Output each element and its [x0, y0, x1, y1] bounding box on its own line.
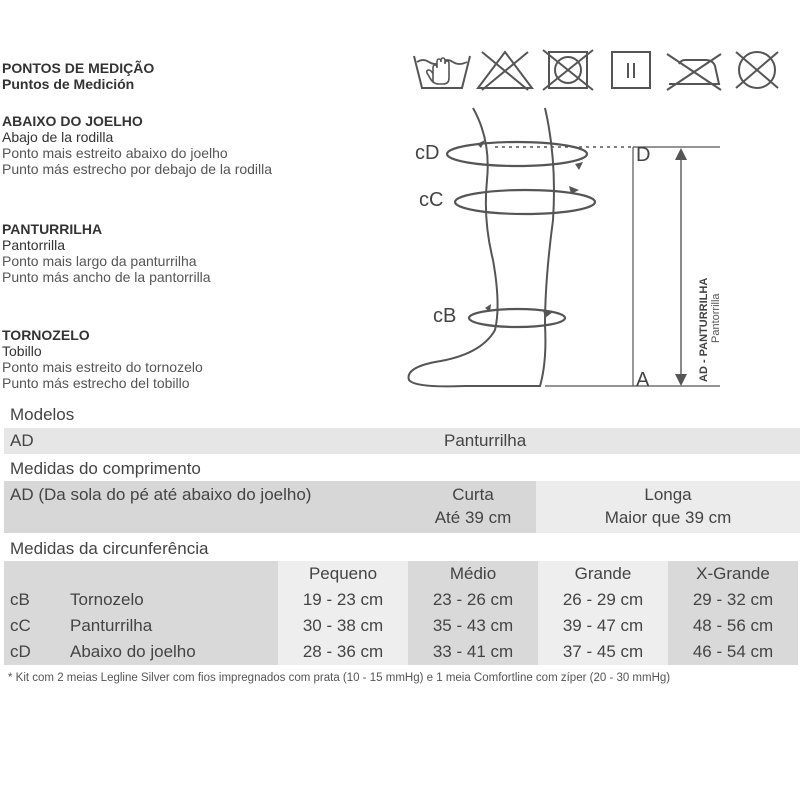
size-value: 48 - 56 cm [668, 613, 798, 639]
circumference-heading-row [4, 537, 800, 561]
section-below-knee [2, 113, 272, 177]
header-title-es: Puntos de Medición [2, 76, 135, 92]
label-a: A [636, 369, 650, 391]
table-row [4, 587, 798, 613]
size-value: 19 - 23 cm [278, 587, 408, 613]
footnote: * Kit com 2 meias Legline Silver com fios impregnados com prata (10 - 15 mmHg) e 1 meia Comfortline com zíper (20 - 30 mmHg) [8, 672, 671, 684]
no-dry-clean-icon [726, 48, 788, 92]
circumference-heading: Medidas da circunferência [10, 539, 209, 558]
care-icons [411, 48, 791, 94]
section-desc-es: Punto más ancho de la pantorrilla [2, 269, 211, 285]
section-title-pt: TORNOZELO [2, 327, 90, 343]
section-desc-es: Punto más estrecho del tobillo [2, 375, 190, 391]
row-code: cD [4, 639, 70, 665]
arrow-up-icon [675, 148, 687, 160]
row-name: Tornozelo [70, 587, 278, 613]
size-table [4, 561, 798, 665]
label-cc: cC [419, 189, 444, 211]
section-ankle [2, 327, 203, 391]
length-short-cell [410, 481, 536, 533]
arrow-down-icon [675, 374, 687, 386]
label-cb: cB [433, 305, 457, 327]
table-row [4, 639, 798, 665]
models-row [4, 428, 800, 454]
section-calf [2, 221, 211, 285]
section-title-es: Tobillo [2, 343, 42, 359]
section-title-pt: ABAIXO DO JOELHO [2, 113, 143, 129]
size-value: 33 - 41 cm [408, 639, 538, 665]
length-label-pt: AD - PANTURRILHA [698, 277, 710, 382]
models-heading: Modelos [10, 405, 75, 424]
model-name: Panturrilha [444, 431, 527, 450]
size-value: 28 - 36 cm [278, 639, 408, 665]
length-label-es: Pantorrilla [710, 293, 722, 343]
row-code: cC [4, 613, 70, 639]
length-heading: Medidas do comprimento [10, 459, 201, 478]
length-label-cell [4, 481, 410, 533]
row-code: cB [4, 587, 70, 613]
size-header: Grande [538, 561, 668, 587]
dry-flat-icon [600, 48, 662, 92]
length-long-title: Longa [644, 485, 692, 504]
section-desc-es: Punto más estrecho por debajo de la rodilla [2, 161, 273, 177]
length-short-value: Até 39 cm [434, 508, 512, 527]
section-desc-pt: Ponto mais estreito do tornozelo [2, 359, 203, 375]
size-value: 30 - 38 cm [278, 613, 408, 639]
length-long-cell [536, 481, 800, 533]
label-cd: cD [415, 142, 440, 164]
section-title-es: Pantorrilla [2, 237, 66, 253]
leg-diagram [395, 100, 795, 395]
ring-cd [447, 142, 587, 166]
models-heading-row [4, 403, 800, 427]
section-desc-pt: Ponto mais estreito abaixo do joelho [2, 145, 228, 161]
hand-wash-icon [411, 48, 473, 92]
length-long-value: Maior que 39 cm [604, 508, 732, 527]
no-tumble-dry-icon [537, 48, 599, 92]
length-label: AD (Da sola do pé até abaixo do joelho) [10, 485, 312, 504]
size-header-row [4, 561, 798, 587]
model-code: AD [10, 431, 34, 450]
size-header-spacer [4, 561, 278, 587]
length-short-title: Curta [452, 485, 494, 504]
length-row [4, 481, 800, 533]
size-header: Pequeno [278, 561, 408, 587]
no-bleach-icon [474, 48, 536, 92]
section-title-es: Abajo de la rodilla [2, 129, 114, 145]
section-title-pt: PANTURRILHA [2, 221, 103, 237]
header-title-pt: PONTOS DE MEDIÇÃO [2, 60, 155, 76]
no-iron-icon [663, 48, 725, 92]
ring-cc [455, 190, 595, 214]
arrow-cd-right-icon [575, 162, 583, 170]
length-heading-row [4, 457, 800, 481]
label-d: D [636, 144, 651, 166]
row-name: Panturrilha [70, 613, 278, 639]
size-header: X-Grande [668, 561, 798, 587]
section-desc-pt: Ponto mais largo da panturrilha [2, 253, 197, 269]
size-value: 39 - 47 cm [538, 613, 668, 639]
measurement-points-header [2, 60, 154, 92]
size-value: 37 - 45 cm [538, 639, 668, 665]
size-value: 29 - 32 cm [668, 587, 798, 613]
size-header: Médio [408, 561, 538, 587]
size-value: 46 - 54 cm [668, 639, 798, 665]
table-row [4, 613, 798, 639]
size-value: 23 - 26 cm [408, 587, 538, 613]
row-name: Abaixo do joelho [70, 639, 278, 665]
size-value: 26 - 29 cm [538, 587, 668, 613]
size-value: 35 - 43 cm [408, 613, 538, 639]
